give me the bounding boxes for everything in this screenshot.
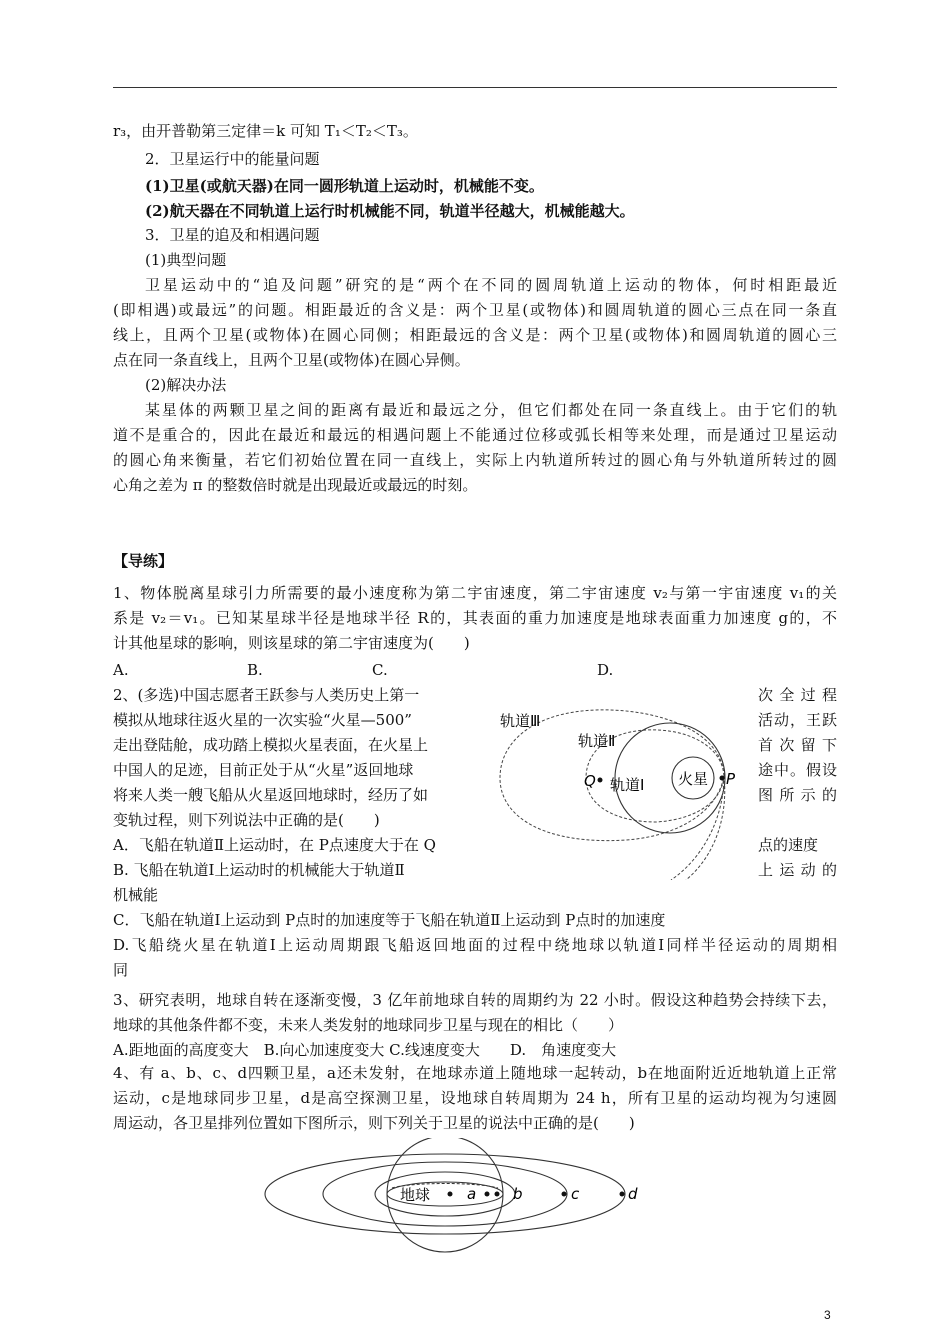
- satellite-d-label: d: [628, 1185, 638, 1203]
- option-c: C.: [372, 661, 388, 679]
- question-4-line: 运动，c是地球同步卫星，d是高空探测卫星，设地球自转周期为 24 h，所有卫星的运动均视为匀速圆: [113, 1089, 837, 1107]
- heading: 2．卫星运行中的能量问题: [145, 150, 320, 168]
- option-d: D.: [597, 661, 614, 679]
- question-3-line: 3、研究表明，地球自转在逐渐变慢，3 亿年前地球自转的周期约为 22 小时。假设这种趋势会持续下去，: [113, 991, 837, 1009]
- paragraph-line: (即相遇)或最远”的问题。相距最近的含义是：两个卫星(或物体)和圆周轨道的圆心三点在同一条直: [113, 301, 837, 319]
- question-4-line: 4、有 a、b、c、d四颗卫星，a还未发射，在地球赤道上随地球一起转动，b在地面附近近地轨道上正常: [113, 1064, 837, 1082]
- question-1-line: 计其他星球的影响，则该星球的第二宇宙速度为( ): [113, 634, 470, 652]
- paragraph-line: 的圆心角来衡量，若它们初始位置在同一直线上，实际上内轨道所转过的圆心角与外轨道所转过的圆: [113, 451, 837, 469]
- paragraph-line: 道不是重合的，因此在最近和最远的相遇问题上不能通过位移或弧长相等来处理，而是通过卫星运动: [113, 426, 837, 444]
- subheading: (2)解决办法: [145, 376, 227, 394]
- point-q-label: Q: [584, 772, 596, 790]
- satellite-d-dot: [620, 1192, 625, 1197]
- question-2-line-right: 点的速度: [758, 836, 819, 854]
- question-2-line: 变轨过程，则下列说法中正确的是( ): [113, 811, 380, 829]
- question-1-line: 1、物体脱离星球引力所需要的最小速度称为第二宇宙速度，第二宇宙速度 v₂与第一宇宙速度 v₁的关: [113, 584, 837, 602]
- option-a: A.: [113, 661, 129, 679]
- page-number: 3: [824, 1308, 831, 1322]
- heading: 3．卫星的追及和相遇问题: [145, 226, 320, 244]
- orbit-1-label: 轨道Ⅰ: [610, 776, 645, 794]
- question-2-line: 走出登陆舱，成功踏上模拟火星表面，在火星上: [113, 736, 429, 754]
- bold-line: (1)卫星(或航天器)在同一圆形轨道上运动时，机械能不变。: [145, 177, 544, 195]
- satellite-a-dot: [448, 1192, 453, 1197]
- question-2-line: 机械能: [113, 886, 159, 904]
- question-2-line-right: 活动，王跃: [758, 711, 837, 729]
- orbit-transfer-diagram: [486, 690, 748, 880]
- question-3-line: 地球的其他条件都不变，未来人类发射的地球同步卫星与现在的相比（ ）: [113, 1016, 624, 1034]
- question-2-option: B. 飞船在轨道Ⅰ上运动时的机械能大于轨道Ⅱ: [113, 861, 405, 879]
- question-2-line: 模拟从地球往返火星的一次实验“火星—500”: [113, 711, 412, 729]
- orbit-2-label: 轨道Ⅱ: [578, 732, 616, 750]
- question-2-line-right: 首 次 留 下: [758, 736, 837, 754]
- satellite-orbit-diagram: [262, 1138, 662, 1258]
- satellite-a-label: a: [467, 1185, 477, 1203]
- satellite-b-dot: [495, 1192, 500, 1197]
- paragraph-line: 点在同一条直线上，且两个卫星(或物体)在圆心异侧。: [113, 351, 470, 369]
- earth-label: 地球: [400, 1186, 431, 1204]
- question-2-line-right: 图 所 示 的: [758, 786, 837, 804]
- paragraph-line: 线上，且两个卫星(或物体)在圆心同侧；相距最远的含义是：两个卫星(或物体)和圆周轨道的圆心三: [113, 326, 837, 344]
- mars-label: 火星: [677, 770, 709, 788]
- paragraph-line: 卫星运动中的“追及问题”研究的是“两个在不同的圆周轨道上运动的物体，何时相距最近: [145, 276, 837, 294]
- question-2-line: 同: [113, 961, 129, 979]
- question-2-line-right: 途中。假设: [758, 761, 837, 779]
- question-2-line: 2、(多选)中国志愿者王跃参与人类历史上第一: [113, 686, 420, 704]
- bold-line: (2)航天器在不同轨道上运行时机械能不同，轨道半径越大，机械能越大。: [145, 202, 635, 220]
- option-b: B.: [247, 661, 263, 679]
- satellite-c-dot: [562, 1192, 567, 1197]
- header-rule: [113, 87, 837, 88]
- orbit-b: [375, 1172, 515, 1216]
- question-4-line: 周运动，各卫星排列位置如下图所示，则下列关于卫星的说法中正确的是( ): [113, 1114, 635, 1132]
- paragraph-line: 心角之差为 π 的整数倍时就是出现最近或最远的时刻。: [113, 476, 478, 494]
- satellite-c-label: c: [571, 1185, 580, 1203]
- satellite-a2-dot: [485, 1192, 490, 1197]
- point-q-dot: [598, 778, 603, 783]
- question-2-line: 中国人的足迹，目前正处于从“火星”返回地球: [113, 761, 414, 779]
- question-2-option: D.飞船绕火星在轨道Ⅰ上运动周期跟飞船返回地面的过程中绕地球以轨道Ⅰ同样半径运动的周期相: [113, 936, 837, 954]
- question-2-line-right: 次 全 过 程: [758, 686, 837, 704]
- question-2-line-right: 上 运 动 的: [758, 861, 837, 879]
- point-p-label: P: [726, 770, 736, 788]
- question-2-line: 将来人类一艘飞船从火星返回地球时，经历了如: [113, 786, 429, 804]
- point-p-dot: [720, 776, 725, 781]
- question-2-option: A．飞船在轨道Ⅱ上运动时，在 P点速度大于在 Q: [113, 836, 436, 854]
- paragraph-line: 某星体的两颗卫星之间的距离有最近和最远之分，但它们都处在同一条直线上。由于它们的轨: [145, 401, 837, 419]
- satellite-b-label: b: [513, 1185, 523, 1203]
- text-line: r₃，由开普勒第三定律＝k 可知 T₁＜T₂＜T₃。: [113, 122, 418, 140]
- orbit-3-label: 轨道Ⅲ: [500, 712, 541, 730]
- section-title: 【导练】: [113, 552, 174, 570]
- question-3-options: A.距地面的高度变大 B.向心加速度变大 C.线速度变大 D. 角速度变大: [113, 1041, 617, 1059]
- question-2-option: C．飞船在轨道Ⅰ上运动到 P点时的加速度等于飞船在轨道Ⅱ上运动到 P点时的加速度: [113, 911, 666, 929]
- subheading: (1)典型问题: [145, 251, 227, 269]
- question-1-line: 系是 v₂＝v₁。已知某星球半径是地球半径 R的，其表面的重力加速度是地球表面重力加速度 g的，不: [113, 609, 837, 627]
